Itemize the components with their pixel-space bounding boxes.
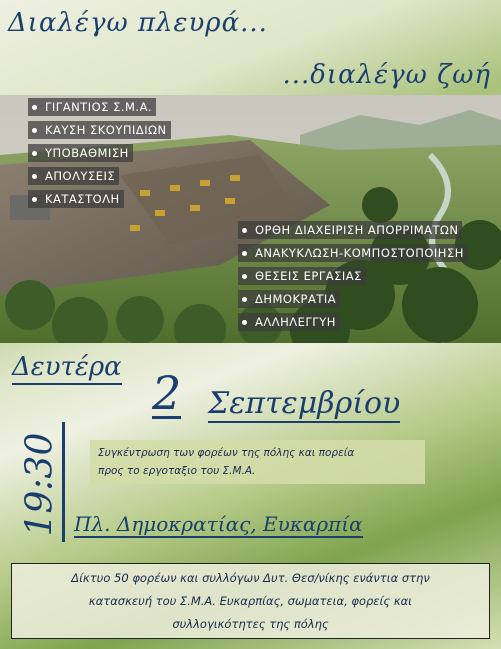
bullet-icon xyxy=(32,174,37,179)
event-place: Πλ. Δημοκρατίας, Ευκαρπία xyxy=(74,512,363,536)
list-item: ΓΙΓΑΝΤΙΟΣ Σ.Μ.Α. xyxy=(28,98,156,116)
footer-box xyxy=(11,563,490,639)
event-time: 19:30 xyxy=(19,432,61,537)
bullet-icon xyxy=(242,228,247,233)
bullet-icon xyxy=(242,251,247,256)
bullet-icon xyxy=(242,274,247,279)
against-list xyxy=(28,98,171,213)
event-date-number: 2 xyxy=(152,366,182,420)
list-item: ΘΕΣΕΙΣ ΕΡΓΑΣΙΑΣ xyxy=(238,267,366,285)
list-item: ΑΝΑΚΥΚΛΩΣΗ-ΚΟΜΠΟΣΤΟΠΟΙΗΣΗ xyxy=(238,244,468,262)
list-item: ΚΑΤΑΣΤΟΛΗ xyxy=(28,190,124,208)
event-description: Συγκέντρωση των φορέων της πόλης και πορεία προς το εργοταξιο του Σ.Μ.Α. xyxy=(90,440,425,484)
bullet-icon xyxy=(32,151,37,156)
footer-line: συλλογικότητες της πόλης xyxy=(172,617,329,631)
footer-line: Δίκτυο 50 φορέων και συλλόγων Δυτ. Θεσ/νίκης ενάντια στην xyxy=(71,571,430,585)
bullet-icon xyxy=(242,320,247,325)
bullet-icon xyxy=(32,197,37,202)
for-list xyxy=(238,221,468,336)
tagline-top: Διαλέγω πλευρά... xyxy=(8,8,268,38)
list-item: ΚΑΥΣΗ ΣΚΟΥΠΙΔΙΩΝ xyxy=(28,121,171,139)
event-day: Δευτέρα xyxy=(12,352,122,385)
bullet-icon xyxy=(32,128,37,133)
list-item: ΥΠΟΒΑΘΜΙΣΗ xyxy=(28,144,133,162)
bullet-icon xyxy=(32,105,37,110)
list-item: ΑΠΟΛΥΣΕΙΣ xyxy=(28,167,119,185)
list-item: ΟΡΘΗ ΔΙΑΧΕΙΡΙΣΗ ΑΠΟΡΡΙΜΑΤΩΝ xyxy=(238,221,462,239)
list-item: ΔΗΜΟΚΡΑΤΙΑ xyxy=(238,290,340,308)
time-divider xyxy=(62,422,65,542)
tagline-bottom: ...διαλέγω ζωή xyxy=(282,60,491,90)
event-month: Σεπτεμβρίου xyxy=(208,386,401,421)
bullet-icon xyxy=(242,297,247,302)
list-item: ΑΛΛΗΛΕΓΓΥΗ xyxy=(238,313,340,331)
footer-line: κατασκευή του Σ.Μ.Α. Ευκαρπίας, σωματεια, φορείς και xyxy=(88,594,413,608)
